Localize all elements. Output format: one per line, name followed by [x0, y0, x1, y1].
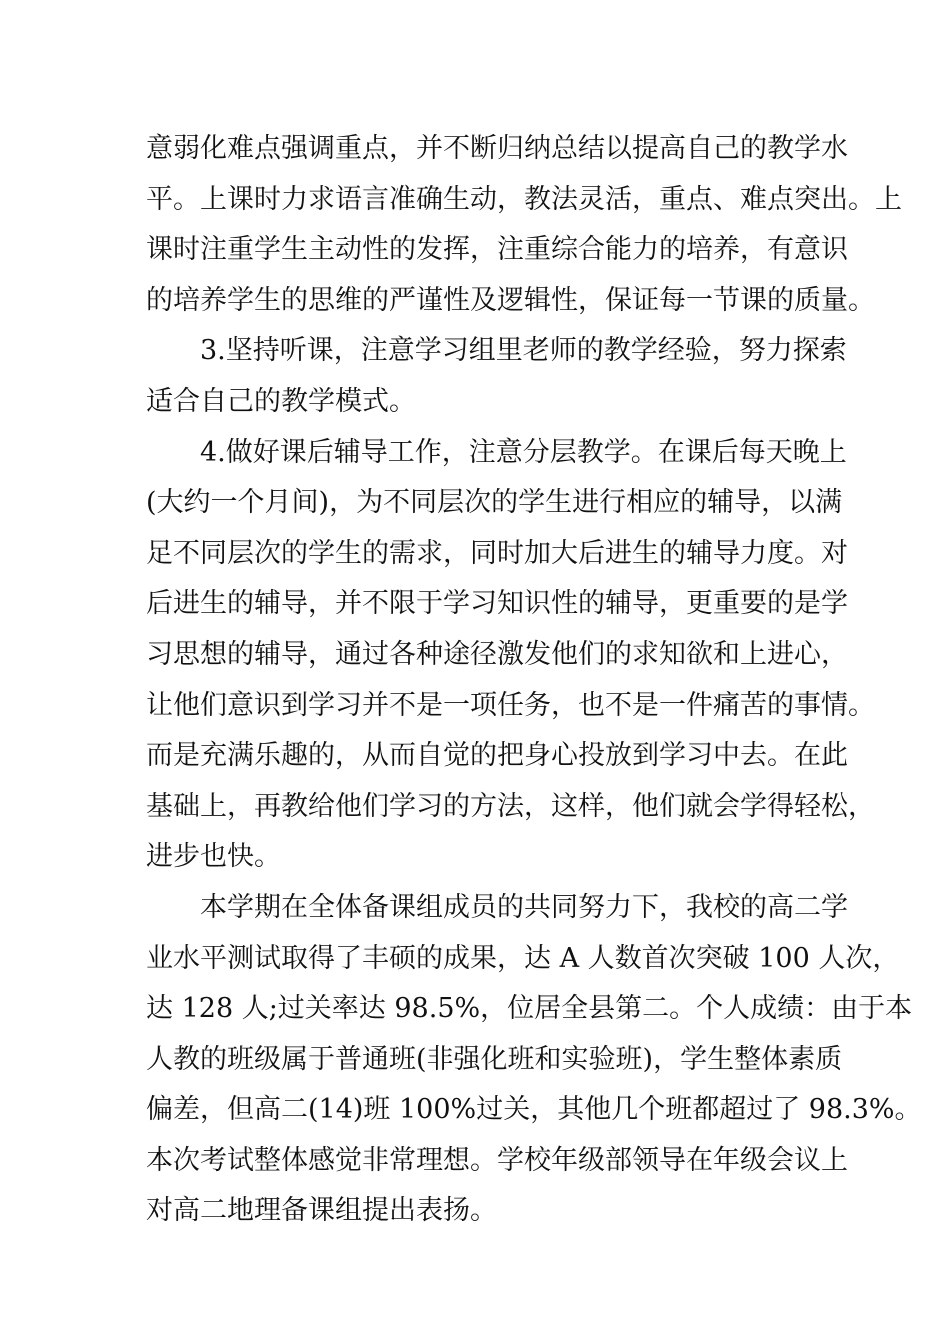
- text-line: 进步也快。: [146, 841, 281, 873]
- text-line: 的培养学生的思维的严谨性及逻辑性，保证每一节课的质量。: [146, 284, 875, 316]
- text-line: 意弱化难点强调重点，并不断归纳总结以提高自己的教学水: [146, 133, 848, 164]
- text-line: 3.坚持听课，注意学习组里老师的教学经验，努力探索: [200, 335, 847, 367]
- text-line: 本次考试整体感觉非常理想。学校年级部领导在年级会议上: [146, 1144, 848, 1176]
- text-line: 适合自己的教学模式。: [146, 385, 416, 417]
- text-line: 本学期在全体备课组成员的共同努力下，我校的高二学: [200, 891, 848, 923]
- text-line: 4.做好课后辅导工作，注意分层教学。在课后每天晚上: [200, 436, 847, 468]
- text-line: 让他们意识到学习并不是一项任务，也不是一件痛苦的事情。: [146, 689, 875, 721]
- text-line: 习思想的辅导，通过各种途径激发他们的求知欲和上进心，: [146, 638, 848, 670]
- text-line: 偏差，但高二(14)班 100%过关，其他几个班都超过了 98.3%。: [146, 1094, 922, 1126]
- body-text: [146, 124, 922, 1237]
- text-line: 平。上课时力求语言准确生动，教法灵活，重点、难点突出。上: [146, 183, 902, 215]
- text-line: 达 128 人;过关率达 98.5%，位居全县第二。个人成绩：由于本: [146, 993, 913, 1025]
- text-line: 基础上，再教给他们学习的方法，这样，他们就会学得轻松，: [146, 790, 875, 822]
- text-line: 足不同层次的学生的需求，同时加大后进生的辅导力度。对: [146, 537, 848, 569]
- text-line: 业水平测试取得了丰硕的成果，达 A 人数首次突破 100 人次，: [146, 942, 900, 974]
- text-line: 人教的班级属于普通班(非强化班和实验班)，学生整体素质: [146, 1043, 843, 1075]
- text-line: 后进生的辅导，并不限于学习知识性的辅导，更重要的是学: [146, 588, 848, 620]
- text-line: (大约一个月间)，为不同层次的学生进行相应的辅导，以满: [146, 487, 843, 519]
- text-line: 而是充满乐趣的，从而自觉的把身心投放到学习中去。在此: [146, 740, 848, 772]
- text-line: 对高二地理备课组提出表扬。: [146, 1195, 497, 1227]
- text-line: 课时注重学生主动性的发挥，注重综合能力的培养，有意识: [146, 234, 848, 266]
